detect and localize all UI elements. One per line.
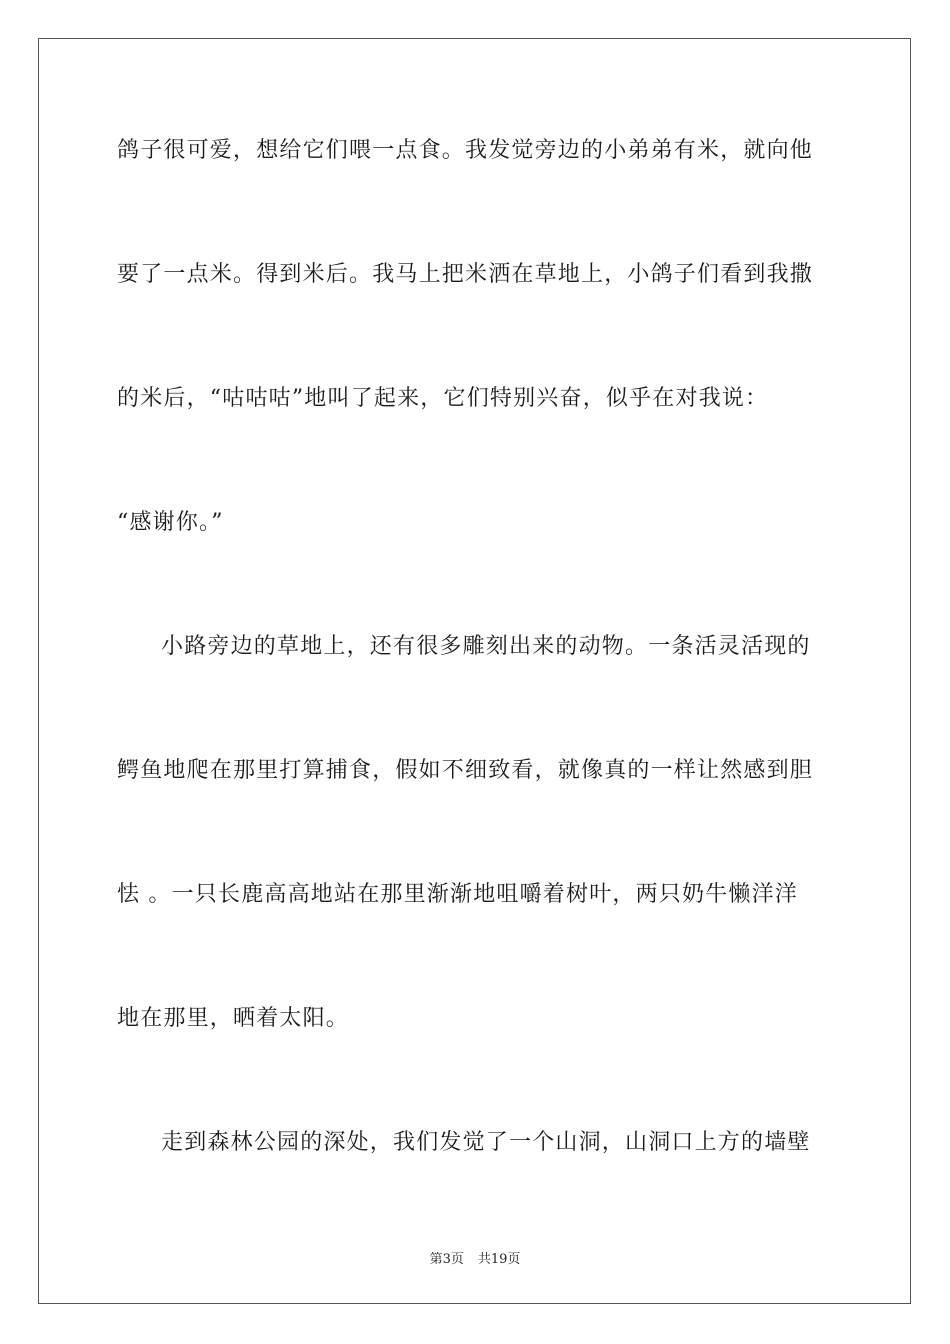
- text-line-3: 的米后，“咕咕咕”地叫了起来，它们特别兴奋，似乎在对我说：: [117, 386, 769, 411]
- text-line-2: 要了一点米。得到米后。我马上把米洒在草地上，小鸽子们看到我撒: [117, 262, 814, 287]
- text-line-8: 地在那里，晒着太阳。: [117, 1006, 350, 1031]
- text-line-5: 小路旁边的草地上，还有很多雕刻出来的动物。一条活灵活现的: [161, 634, 811, 659]
- text-line-7: 怯 。一只长鹿高高地站在那里渐渐地咀嚼着树叶，两只奶牛懒洋洋: [117, 882, 798, 907]
- text-line-1: 鸽子很可爱，想给它们喂一点食。我发觉旁边的小弟弟有米，就向他: [117, 138, 814, 163]
- text-line-6: 鳄鱼地爬在那里打算捕食，假如不细致看，就像真的一样让然感到胆: [117, 758, 814, 783]
- page-border: [38, 38, 911, 1304]
- page-footer: [0, 1248, 950, 1267]
- page-number: 第3页: [429, 1252, 464, 1267]
- text-line-4: “感谢你。”: [117, 510, 224, 535]
- page-total: 共19页: [477, 1252, 521, 1267]
- text-line-9: 走到森林公园的深处，我们发觉了一个山洞，山洞口上方的墙壁: [161, 1130, 811, 1155]
